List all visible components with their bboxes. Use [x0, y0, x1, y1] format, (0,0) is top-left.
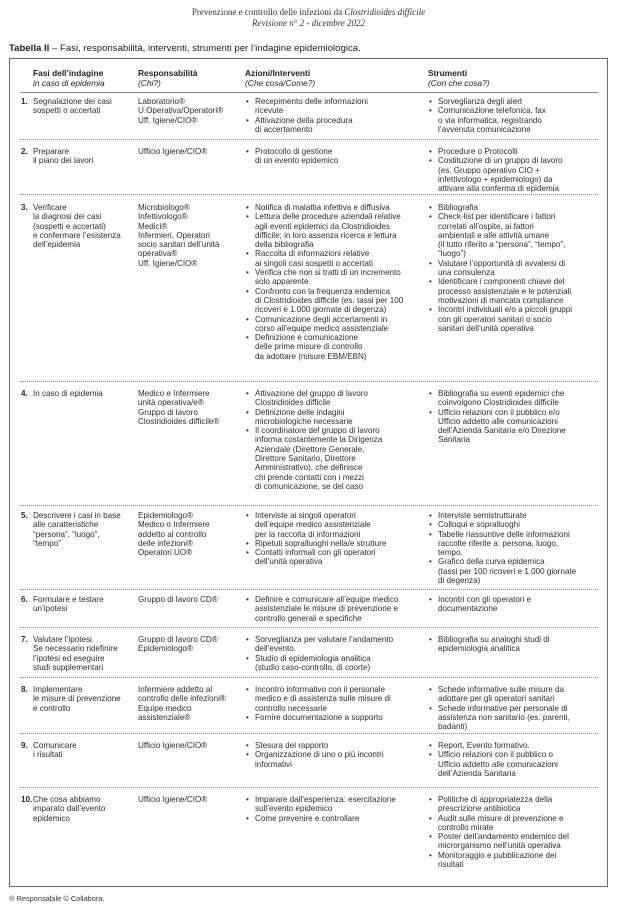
row-divider — [20, 787, 598, 788]
phase-number: 10. — [21, 795, 33, 804]
tool-item: • Bibliografia su analoghi studi di epidemiologia analitica — [428, 635, 605, 654]
footnote-legend: ® Responsabile © Collabora. — [9, 894, 105, 903]
tool-item: • Costituzione di un gruppo di lavoro (es. Gruppo operativo CIO + infettivologo + epidemiologo) da attivare alla conferma di epidemia — [428, 156, 605, 193]
phase-cell: Descrivere i casi in base alle caratteristiche “persona”, “luogo”, “tempo” — [33, 511, 121, 548]
action-item: • Studio di epidemiologia analitica (studio caso-controllo, di coorte) — [245, 654, 425, 673]
responsibility-cell: Medico e Infermiere unità operativa/e® Gruppo di lavoro Clostridioides difficile® — [138, 389, 220, 426]
phase-cell: Implementare le misure di prevenzione e controllo — [33, 685, 121, 713]
table-title: – Fasi, responsabilità, interventi, strumenti per l’indagine epidemiologica. — [49, 43, 361, 54]
phase-cell: Comunicare i risultati — [33, 741, 77, 760]
tools-cell — [428, 97, 605, 134]
row-divider — [20, 505, 598, 506]
table-label: Tabella II — [9, 43, 50, 54]
action-item: • Incontro informativo con il personale medico e di assistenza sulle misure di controllo necessarie — [245, 685, 425, 713]
tool-item: • Schede informative per personale di assistenza non sanitario (es. parenti, badanti) — [428, 704, 605, 732]
running-header-title: Prevenzione e controllo delle infezioni da Clostridioides difficile — [191, 7, 426, 17]
action-item: • Contatti informali con gli operatori dell’unità operativa — [245, 548, 425, 567]
row-divider — [20, 627, 598, 628]
tool-item: • Ufficio relazioni con il pubblico e/o Ufficio addetto alle comunicazioni dell’Azienda Sanitaria e/o Direzione Sanitaria — [428, 408, 605, 445]
responsibility-cell: Gruppo di lavoro CD® Epidemiologo® — [138, 635, 218, 654]
action-item: • Stesura del rapporto — [245, 741, 425, 750]
tool-item: • Audit sulle misure di prevenzione e controllo mirate — [428, 814, 605, 833]
tool-item: • Valutare l’opportunità di avvalersi di una consulenza — [428, 259, 605, 278]
phase-cell: Verificare la diagnosi dei casi (sospetti e accertati) e confermare l’esistenza dell’epidemia — [33, 203, 121, 250]
tool-item: • Incontri individuali e/o a piccoli gruppi con gli operatori sanitari o socio sanitari dell’unità operativa — [428, 305, 605, 333]
tools-cell — [428, 741, 605, 778]
tool-item: • Politiche di appropriatezza della prescrizione antibiotica — [428, 795, 605, 814]
table-frame — [9, 58, 608, 887]
action-item: • Fornire documentazione a supporto — [245, 713, 425, 722]
actions-cell — [245, 203, 425, 361]
tools-cell — [428, 511, 605, 585]
responsibility-cell: Epidemiologo® Medico o Infermiere addetto al controllo delle infezioni® Operatori UO® — [138, 511, 210, 558]
phase-number: 5. — [21, 511, 28, 520]
tool-item: • Monitoraggio e pubblicazione dei risultati — [428, 851, 605, 870]
phase-cell: In caso di epidemia — [33, 389, 103, 398]
actions-cell — [245, 147, 425, 166]
tool-item: • Sorveglianza degli alert — [428, 97, 605, 106]
tool-item: • Ufficio relazioni con il pubblico o Ufficio addetto alle comunicazioni dell’Azienda Sanitaria — [428, 750, 605, 778]
phase-cell: Valutare l’ipotesi. Se necessario ridefinire l’ipotesi ed eseguire studi supplementari — [33, 635, 118, 672]
tool-item: • Identificare i componenti chiave del processo assistenziale e le potenziali motivazioni di mancata compliance — [428, 277, 605, 305]
actions-cell — [245, 97, 425, 134]
column-header-tools: Strumenti (Con che cosa?) — [428, 68, 490, 88]
action-item: • Imparare dall’esperienza: esercitazione sull’evento epidemico — [245, 795, 425, 814]
tools-cell — [428, 389, 605, 445]
actions-cell — [245, 685, 425, 722]
responsibility-cell: Laboratorio® U.Operativa/Operatori® Uff. Igiene/CIO® — [138, 97, 224, 125]
tool-item: • Bibliografia su eventi epidemici che coinvolgono Clostridioides difficile — [428, 389, 605, 408]
action-item: • Definizione delle indagini microbiologiche necessarie — [245, 408, 425, 427]
phase-number: 7. — [21, 635, 28, 644]
action-item: • Definizione e comunicazione delle prime misure di controllo da adottare (misure EBM/EBN) — [245, 333, 425, 361]
column-header-actions: Azioni/Interventi (Che cosa/Come?) — [245, 68, 316, 88]
phase-cell: Che cosa abbiamo imparato dall’evento epidemico — [33, 795, 106, 823]
action-item: • Verifica che non si tratti di un incremento solo apparente — [245, 268, 425, 287]
phase-number: 2. — [21, 147, 28, 156]
tool-item: • Procedure o Protocolli — [428, 147, 605, 156]
responsibility-cell: Ufficio Igiene/CIO® — [138, 795, 208, 804]
responsibility-cell: Ufficio Igiene/CIO® — [138, 741, 208, 750]
tools-cell — [428, 595, 605, 614]
action-item: • Recepimento delle informazioni ricevute — [245, 97, 425, 116]
tool-item: • Schede informative sulle misure da adottare per gli operatori sanitari — [428, 685, 605, 704]
tool-item: • Bibliografia — [428, 203, 605, 212]
action-item: • Protocollo di gestione di un evento epidemico — [245, 147, 425, 166]
phase-number: 8. — [21, 685, 28, 694]
action-item: • Lettura delle procedure aziendali relative agli eventi epidemici da Clostridioides difficile; in loro assenza ricerca e lettura della bibliografia — [245, 212, 425, 249]
column-header-phase: Fasi dell’indagine in caso di epidemia — [33, 68, 105, 88]
row-divider — [20, 194, 598, 195]
row-divider — [20, 733, 598, 734]
tools-cell — [428, 147, 605, 193]
running-header-revision: Revisione n° 2 - dicembre 2022 — [252, 18, 365, 28]
actions-cell — [245, 635, 425, 672]
responsibility-cell: Ufficio Igiene/CIO® — [138, 147, 208, 156]
header-rule — [20, 92, 598, 93]
phase-cell: Segnalazione dei casi sospetti o accertati — [33, 97, 112, 116]
tool-item: • Interviste semistrutturate — [428, 511, 605, 520]
row-divider — [20, 677, 598, 678]
tool-item: • Comunicazione telefonica, fax o via informatica, registrando l’avvenuta comunicazione — [428, 106, 605, 134]
action-item: • Organizzazione di uno o più incontri informativi — [245, 750, 425, 769]
phase-number: 4. — [21, 389, 28, 398]
phase-cell: Preparare il piano dei lavori — [33, 147, 94, 166]
action-item: • Interviste ai singoli operatori dell’equipe medico assistenziale per la raccolta di informazioni — [245, 511, 425, 539]
actions-cell — [245, 511, 425, 567]
actions-cell — [245, 795, 425, 823]
phase-cell: Formulare e testare un’ipotesi — [33, 595, 104, 614]
tools-cell — [428, 203, 605, 333]
tools-cell — [428, 635, 605, 654]
phase-number: 1. — [21, 97, 28, 106]
action-item: • Attivazione della procedura di accertamento — [245, 116, 425, 135]
action-item: • Raccolta di informazioni relative ai singoli casi sospetti o accertati — [245, 249, 425, 268]
tools-cell — [428, 795, 605, 869]
action-item: • Come prevenire e controllare — [245, 814, 425, 823]
action-item: • Confronto con la frequenza endemica di Clostridioides difficile (es. tassi per 100 ricoveri e 1.000 giornate di degenza) — [245, 287, 425, 315]
tool-item: • Incontri con gli operatori e documentazione — [428, 595, 605, 614]
actions-cell — [245, 389, 425, 491]
action-item: • Attivazione del gruppo di lavoro Clostridioides difficile — [245, 389, 425, 408]
tool-item: • Check-list per identificare i fattori correlati all’ospite, ai fattori ambientali e alle attività umane (il tutto riferito a “persona”, “tempo”, “luogo”) — [428, 212, 605, 258]
tool-item: • Report, Evento formativo. — [428, 741, 605, 750]
responsibility-cell: Microbiologo® Infettivologo® Medici® Infermieri, Operatori socio sanitari dell’unità operativa® Uff. Igiene/CIO® — [138, 203, 220, 268]
tool-item: • Colloqui e sopralluoghi — [428, 520, 605, 529]
tools-cell — [428, 685, 605, 731]
action-item: • Ripetuti sopralluoghi nella/e strutture — [245, 539, 425, 548]
phase-number: 9. — [21, 741, 28, 750]
column-header-responsibility: Responsabilità (Chi?) — [138, 68, 198, 88]
row-divider — [20, 139, 598, 140]
action-item: • Il coordinatore del gruppo di lavoro informa costantemente la Dirigenza Aziendale (Direttore Generale, Direttore Sanitario, Direttore Amministrativo), che definisce chi prende contatti con i mezzi di comunicazione, se del caso — [245, 426, 425, 491]
action-item: • Notifica di malattia infettiva e diffusiva — [245, 203, 425, 212]
tool-item: • Poster dell’andamento endemico del microrganismo nell’unità operativa — [428, 832, 605, 851]
action-item: • Sorveglianza per valutare l’andamento dell’evento. — [245, 635, 425, 654]
table-caption — [9, 43, 361, 54]
row-divider — [20, 381, 598, 382]
action-item: • Definire e comunicare all’equipe medico assistenziale le misure di prevenzione e controllo generali e specifiche — [245, 595, 425, 623]
action-item: • Comunicazione degli accertamenti in corso all’equipe medico assistenziale — [245, 315, 425, 334]
actions-cell — [245, 741, 425, 769]
phase-number: 6. — [21, 595, 28, 604]
row-divider — [20, 589, 598, 590]
tool-item: • Grafico della curva epidemica (tassi per 100 ricoveri e 1.000 giornate di degenza) — [428, 557, 605, 585]
phase-number: 3. — [21, 203, 28, 212]
actions-cell — [245, 595, 425, 623]
tool-item: • Tabelle riassuntive delle informazioni raccolte riferite a: persona, luogo, tempo. — [428, 530, 605, 558]
responsibility-cell: Gruppo di lavoro CD® — [138, 595, 218, 604]
responsibility-cell: Infermiere addetto al controllo delle infezioni® Equipe medico assistenziale® — [138, 685, 226, 722]
